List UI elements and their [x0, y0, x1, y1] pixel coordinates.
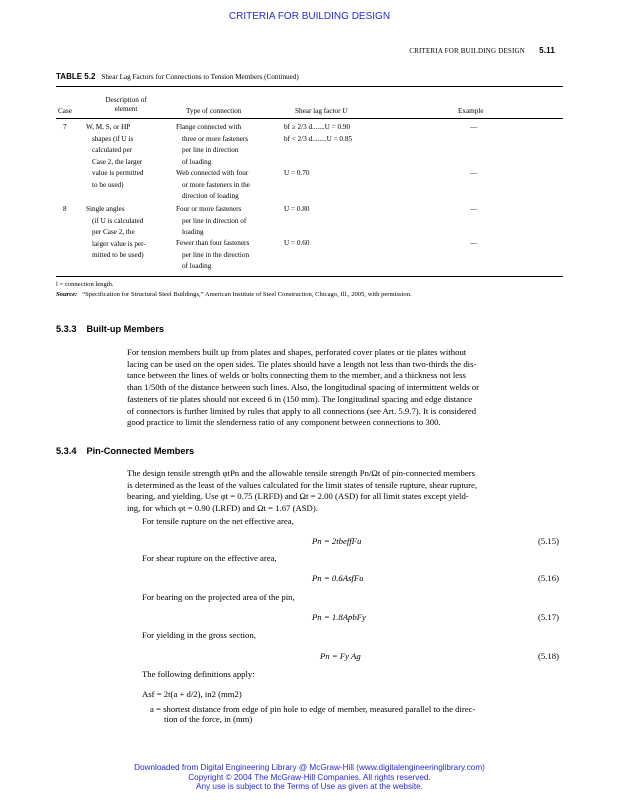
header-example: Example [458, 107, 484, 115]
paragraph-line: is determined as the least of the values calculated for the limit states of tensile rupture, shear rupture, [127, 479, 478, 490]
row7-example-b: — [470, 169, 478, 177]
paragraph-line: The design tensile strength φtPn and the allowable tensile strength Pn/Ωt of pin-connected members [127, 468, 476, 478]
paragraph-line: bearing, and yielding. Use φt = 0.75 (LRFD) and Ωt = 2.00 (ASD) for all limit states except yield- [127, 491, 469, 502]
paragraph-line: of connectors is further limited by rules that apply to all connections (see Art. 5.9.7). It is considered [127, 405, 477, 416]
paragraph-line: tance between the lines of welds or bolts connecting them to the member, and a thickness not less [127, 370, 466, 381]
row8-factor-a: U = 0.80 [284, 205, 310, 213]
section-534-title: Pin-Connected Members [86, 446, 195, 456]
row7-example-a: — [470, 123, 478, 131]
eq2-intro: For shear rupture on the effective area, [142, 553, 277, 563]
row7-conn-a-line: Flange connected with [176, 123, 242, 131]
eq1-intro: For tensile rupture on the net effective area, [142, 516, 294, 526]
paragraph-line: than 1/50th of the distance between such lines. Also, the longitudinal spacing of intermittent welds or [127, 382, 480, 393]
section-534-number: 5.3.4 [56, 446, 77, 456]
row8-factor-b: U = 0.60 [284, 239, 310, 247]
row7-factor-b: U = 0.70 [284, 169, 310, 177]
equation-5-17: Pn = 1.8ApbFy [312, 612, 366, 622]
paragraph-line: ing, for which φt = 0.90 (LRFD) and Ωt = 1.67 (ASD). [127, 503, 318, 514]
equation-number-5-16: (5.16) [538, 573, 559, 583]
paragraph-line: For tension members built up from plates and shapes, perforated cover plates or tie plates without [127, 347, 467, 357]
table-bottom-rule [56, 276, 563, 277]
definition-line: tion of the force, in (mm) [164, 714, 253, 724]
table-note: l = connection length. [56, 281, 114, 288]
paragraph-line: good practice to limit the slenderness ratio of any component between connections to 300. [127, 417, 441, 428]
header-case: Case [58, 107, 72, 115]
row7-desc-line: shapes (if U is [92, 134, 134, 143]
row8-example-a: — [470, 205, 478, 213]
equation-number-5-18: (5.18) [538, 651, 559, 661]
row7-conn-b-line: or more fasteners in the [182, 180, 250, 189]
equation-number-5-15: (5.15) [538, 536, 559, 546]
row8-example-b: — [470, 239, 478, 247]
header-connection: Type of connection [186, 107, 242, 115]
row8-connection-b [176, 238, 286, 273]
equation-5-15: Pn = 2tbeffFu [312, 536, 362, 546]
equation-5-18: Pn = Fy Ag [320, 651, 361, 661]
row8-description [86, 204, 172, 262]
row7-desc-line: W, M, S, or HP [86, 123, 131, 131]
row8-desc-line: (if U is calculated [92, 216, 144, 225]
table-top-rule [56, 86, 563, 87]
row7-desc-line: value is permitted [92, 169, 144, 178]
row8-desc-line: larger value is per- [92, 239, 146, 248]
header-description-line1: Description of [105, 96, 147, 104]
definitions-intro: The following definitions apply: [142, 669, 255, 679]
row8-desc-line: Single angles [86, 205, 125, 213]
header-description [96, 96, 156, 114]
row8-conn-a-line: loading [182, 228, 204, 237]
section-533-number: 5.3.3 [56, 324, 77, 334]
section-534-heading [56, 446, 194, 456]
table-header-rule [56, 118, 563, 119]
paragraph-line: lacing can be used on the open sides. Tie plates should have a length not less than two-thirds the dis- [127, 358, 477, 369]
row8-conn-b-line: per line in the direction [182, 250, 250, 259]
page-number: 5.11 [539, 46, 555, 55]
row7-factor-a-line: bf ≥ 2/3 d.......U = 0.90 [284, 123, 351, 131]
eq4-intro: For yielding in the gross section, [142, 630, 256, 640]
row8-conn-a-line: Four or more fasteners [176, 205, 242, 213]
table-caption-text: Shear Lag Factors for Connections to Tension Members (Continued) [101, 73, 299, 81]
running-head-title: CRITERIA FOR BUILDING DESIGN [409, 47, 526, 55]
row7-desc-line: Case 2, the larger [92, 157, 143, 166]
source-text: “Specification for Structural Steel Buildings,” American Institute of Steel Construction, Chicago, Ill., 2005, with permission. [82, 291, 412, 298]
row7-conn-a-line: of loading [182, 157, 212, 166]
row7-factor-a [284, 122, 352, 145]
running-head [409, 46, 555, 55]
section-533-paragraph [127, 347, 559, 429]
row8-conn-b-line: of loading [182, 262, 212, 271]
row8-conn-b-line: Fewer than four fasteners [176, 239, 250, 247]
row7-desc-line: calculated per [92, 146, 133, 155]
row7-connection-a [176, 122, 282, 168]
header-description-line2: element [114, 105, 138, 113]
definition-line: a = shortest distance from edge of pin hole to edge of member, measured parallel to the direc- [150, 704, 476, 714]
row7-conn-a-line: per line in direction [182, 146, 239, 155]
footer-notice [0, 763, 619, 792]
row7-description [86, 122, 172, 192]
definition-a [150, 704, 560, 724]
section-534-paragraph [127, 468, 559, 515]
footer-line: Any use is subject to the Terms of Use as given at the website. [196, 782, 423, 791]
paragraph-line: fasteners of tie plates should not exceed 6 in (150 mm). The longitudinal spacing and edge distance [127, 393, 473, 404]
footer-line: Downloaded from Digital Engineering Library @ McGraw-Hill (www.digitalengineeringlibrary.com) [134, 763, 485, 772]
section-533-heading [56, 324, 164, 334]
row7-desc-line: to be used) [92, 180, 124, 189]
row7-connection-b [176, 168, 282, 203]
row7-conn-b-line: Web connected with four [176, 169, 249, 177]
header-factor: Shear lag factor U [295, 107, 348, 115]
table-label: TABLE 5.2 [56, 72, 96, 81]
definition-asf: Asf = 2t(a + d/2), in2 (mm2) [142, 689, 242, 699]
row7-conn-b-line: direction of loading [182, 192, 239, 201]
section-533-title: Built-up Members [86, 324, 165, 334]
row8-case: 8 [63, 205, 67, 213]
row8-conn-a-line: per line in direction of [182, 216, 247, 225]
eq3-intro: For bearing on the projected area of the pin, [142, 592, 295, 602]
row8-desc-line: per Case 2, the [92, 228, 135, 237]
page-banner: CRITERIA FOR BUILDING DESIGN [228, 11, 391, 22]
source-label: Source: [56, 291, 78, 298]
row7-conn-a-line: three or more fasteners [182, 134, 249, 143]
table-source [56, 291, 412, 298]
row8-desc-line: mitted to be used) [92, 251, 144, 260]
equation-5-16: Pn = 0.6AsfFu [312, 573, 364, 583]
row7-factor-a-line: bf < 2/3 d........U = 0.85 [284, 134, 353, 143]
row8-connection-a [176, 204, 282, 239]
footer-line: Copyright © 2004 The McGraw-Hill Companies. All rights reserved. [188, 772, 431, 782]
row7-case: 7 [63, 123, 67, 131]
table-caption [56, 72, 299, 81]
equation-number-5-17: (5.17) [538, 612, 559, 622]
